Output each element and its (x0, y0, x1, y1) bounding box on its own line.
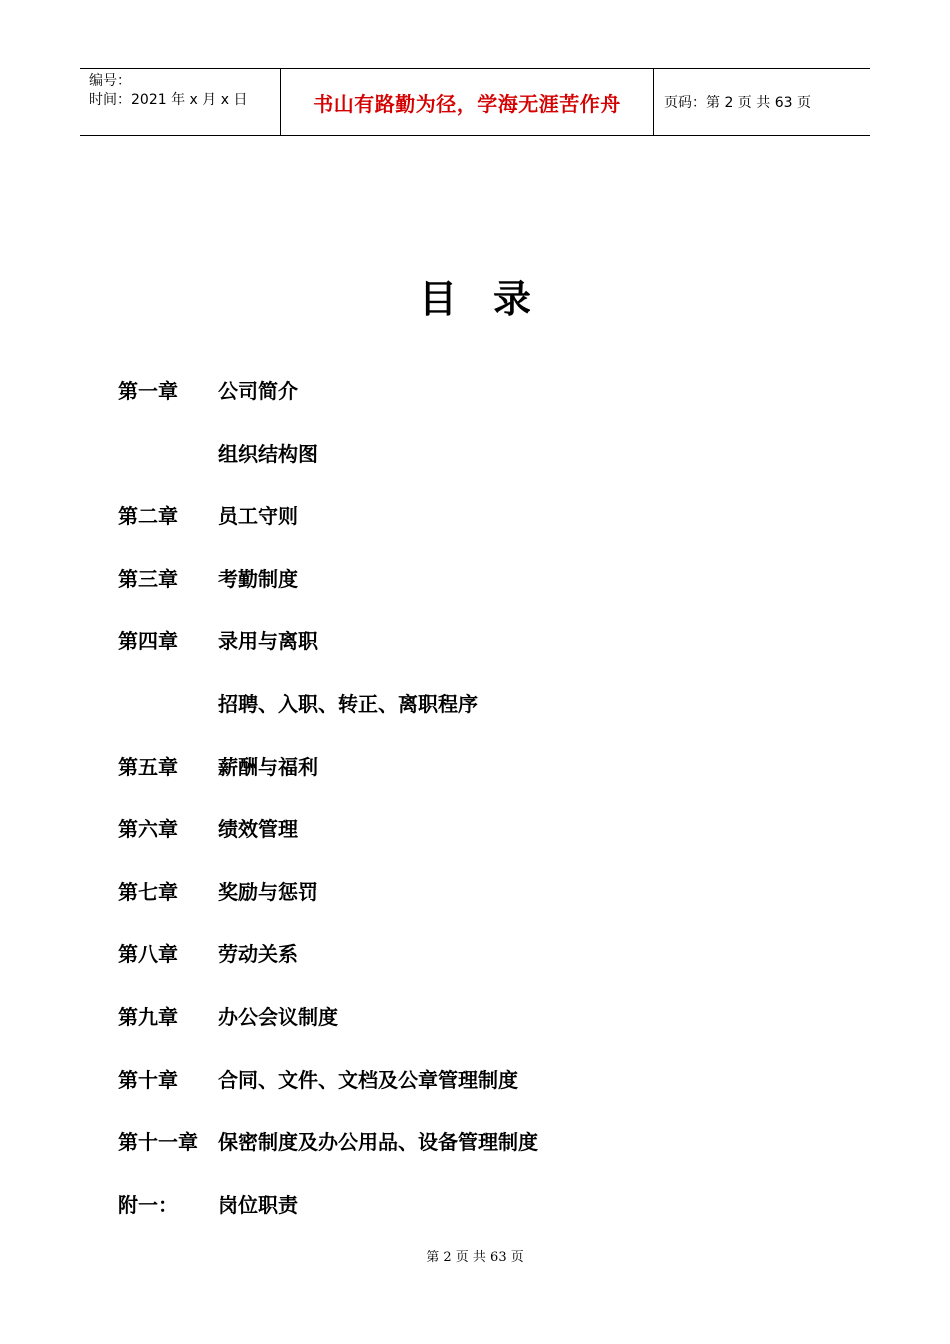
toc-item (118, 688, 878, 751)
toc-chapter-label: 第二章 (118, 504, 178, 529)
toc-entry-title: 奖励与惩罚 (218, 879, 318, 904)
header-motto: 书山有路勤为径，学海无涯苦作舟 (281, 69, 654, 135)
toc-item (118, 625, 878, 688)
page-footer: 第 2 页 共 63 页 (426, 1250, 524, 1265)
toc-chapter-label: 第三章 (118, 566, 178, 591)
toc-entry-title: 公司简介 (218, 379, 298, 403)
toc-item (118, 938, 878, 1001)
table-of-contents (118, 375, 878, 1251)
toc-item (118, 1189, 878, 1252)
toc-item (118, 563, 878, 626)
toc-entry-title: 薪酬与福利 (218, 754, 318, 779)
toc-chapter-label: 第四章 (118, 629, 178, 654)
toc-chapter-label: 附一： (118, 1192, 178, 1217)
toc-chapter-label: 第十章 (118, 1067, 178, 1092)
toc-chapter-label: 第七章 (118, 879, 178, 904)
toc-entry-title: 保密制度及办公用品、设备管理制度 (218, 1130, 538, 1155)
toc-item (118, 1064, 878, 1127)
header-meta (80, 69, 281, 135)
toc-item (118, 1126, 878, 1189)
header-page-info: 页码：第 2 页 共 63 页 (664, 95, 811, 111)
toc-entry-title: 合同、文件、文档及公章管理制度 (218, 1067, 518, 1092)
toc-chapter-label: 第八章 (118, 942, 178, 967)
page-header (80, 68, 870, 136)
toc-entry-title: 招聘、入职、转正、离职程序 (218, 691, 478, 716)
toc-chapter-label: 第五章 (118, 754, 178, 779)
toc-chapter-label: 第九章 (118, 1004, 178, 1029)
toc-chapter-label: 第十一章 (118, 1130, 198, 1155)
toc-item (118, 751, 878, 814)
toc-chapter-label: 第一章 (118, 379, 178, 403)
toc-item (118, 1001, 878, 1064)
toc-item (118, 813, 878, 876)
page-title: 目录 (418, 277, 567, 321)
toc-chapter-label: 第六章 (118, 817, 178, 842)
toc-item (118, 500, 878, 563)
toc-entry-title: 劳动关系 (218, 942, 298, 967)
number-label: 编号： (89, 73, 131, 89)
toc-entry-title: 办公会议制度 (218, 1004, 338, 1029)
toc-entry-title: 录用与离职 (218, 629, 318, 654)
toc-entry-title: 岗位职责 (218, 1192, 298, 1217)
time-label: 时间：2021 年 x 月 x 日 (89, 92, 248, 108)
toc-entry-title: 员工守则 (218, 504, 298, 529)
toc-entry-title: 考勤制度 (218, 566, 298, 591)
toc-entry-title: 绩效管理 (218, 817, 298, 842)
toc-item (118, 375, 878, 438)
toc-item (118, 438, 878, 501)
toc-item (118, 876, 878, 939)
toc-entry-title: 组织结构图 (218, 441, 318, 466)
